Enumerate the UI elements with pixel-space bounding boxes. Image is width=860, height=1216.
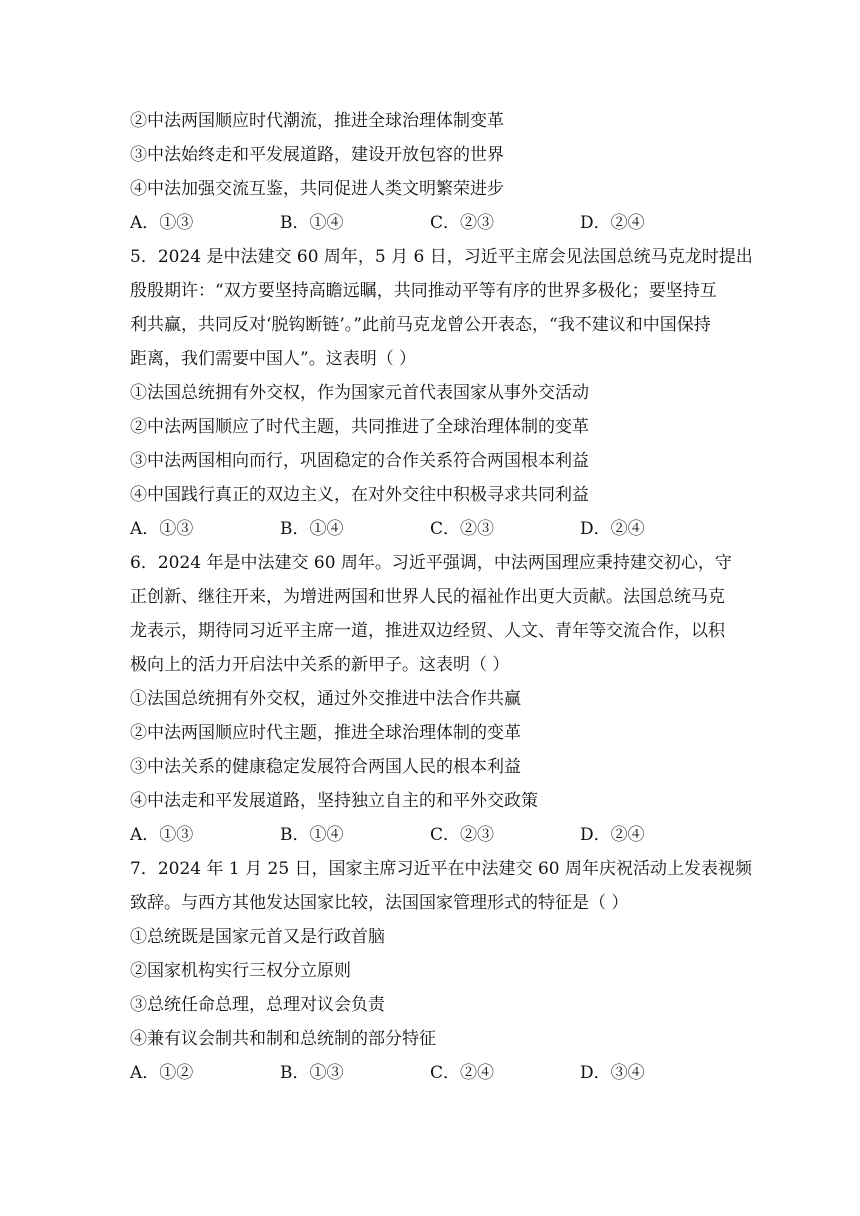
q6-stem-line: 龙表示，期待同习近平主席一道，推进双边经贸、人文、青年等交流合作，以积 <box>130 621 725 641</box>
q5-option-c: C．②③ <box>430 519 495 539</box>
q5-stem-line: 利共赢，共同反对‘脱钩断链’。”此前马克龙曾公开表态，“我不建议和中国保持 <box>130 315 711 335</box>
q5-stem-line: 距离，我们需要中国人”。这表明（ ） <box>130 349 417 369</box>
q5-option-a: A．①③ <box>130 519 194 539</box>
q6-option-d: D．②④ <box>580 825 645 845</box>
q6-item-4: ④中法走和平发展道路，坚持独立自主的和平外交政策 <box>130 791 538 811</box>
q7-option-c: C．②④ <box>430 1063 495 1083</box>
q5-item-2: ②中法两国顺应了时代主题，共同推进了全球治理体制的变革 <box>130 417 589 437</box>
question-4 <box>130 104 736 240</box>
q7-stem-line: 致辞。与西方其他发达国家比较，法国国家管理形式的特征是（ ） <box>130 893 629 913</box>
q5-item-3: ③中法两国相向而行，巩固稳定的合作关系符合两国根本利益 <box>130 451 589 471</box>
q6-stem-line: 6．2024 年是中法建交 60 周年。习近平强调，中法两国理应秉持建交初心，守 <box>130 553 732 573</box>
q4-item-4: ④中法加强交流互鉴，共同促进人类文明繁荣进步 <box>130 179 504 199</box>
q6-item-2: ②中法两国顺应时代主题，推进全球治理体制的变革 <box>130 723 521 743</box>
q4-option-b: B．①④ <box>280 213 344 233</box>
q7-item-3: ③总统任命总理，总理对议会负责 <box>130 995 385 1015</box>
q7-option-a: A．①② <box>130 1063 194 1083</box>
q7-option-b: B．①③ <box>280 1063 344 1083</box>
exam-page <box>130 104 753 1090</box>
q6-option-a: A．①③ <box>130 825 194 845</box>
q5-options <box>130 512 736 546</box>
q6-option-c: C．②③ <box>430 825 495 845</box>
q7-options <box>130 1056 736 1090</box>
q4-item-2: ②中法两国顺应时代潮流，推进全球治理体制变革 <box>130 111 504 131</box>
q5-stem-line: 殷殷期许：“双方要坚持高瞻远瞩，共同推动平等有序的世界多极化；要坚持互 <box>130 281 717 301</box>
q5-stem-line: 5．2024 是中法建交 60 周年，5 月 6 日，习近平主席会见法国总统马克龙时提出 <box>130 247 753 267</box>
q7-item-1: ①总统既是国家元首又是行政首脑 <box>130 927 385 947</box>
q6-options <box>130 818 736 852</box>
q7-option-d: D．③④ <box>580 1063 645 1083</box>
q5-option-b: B．①④ <box>280 519 344 539</box>
q4-option-d: D．②④ <box>580 213 645 233</box>
q5-item-1: ①法国总统拥有外交权，作为国家元首代表国家从事外交活动 <box>130 383 589 403</box>
question-7 <box>130 852 752 1090</box>
q7-stem-line: 7．2024 年 1 月 25 日，国家主席习近平在中法建交 60 周年庆祝活动上发表视频 <box>130 859 752 879</box>
q4-item-3: ③中法始终走和平发展道路，建设开放包容的世界 <box>130 145 504 165</box>
q6-stem-line: 正创新、继往开来，为增进两国和世界人民的福祉作出更大贡献。法国总统马克 <box>130 587 725 607</box>
q4-options <box>130 206 736 240</box>
q6-item-1: ①法国总统拥有外交权，通过外交推进中法合作共赢 <box>130 689 521 709</box>
q4-option-c: C．②③ <box>430 213 495 233</box>
q7-item-2: ②国家机构实行三权分立原则 <box>130 961 351 981</box>
q4-option-a: A．①③ <box>130 213 194 233</box>
q5-option-d: D．②④ <box>580 519 645 539</box>
q6-stem-line: 极向上的活力开启法中关系的新甲子。这表明（ ） <box>130 655 510 675</box>
q6-item-3: ③中法关系的健康稳定发展符合两国人民的根本利益 <box>130 757 521 777</box>
q6-option-b: B．①④ <box>280 825 344 845</box>
question-6 <box>130 546 736 852</box>
q5-item-4: ④中国践行真正的双边主义，在对外交往中积极寻求共同利益 <box>130 485 589 505</box>
q7-item-4: ④兼有议会制共和制和总统制的部分特征 <box>130 1029 436 1049</box>
question-5 <box>130 240 753 546</box>
